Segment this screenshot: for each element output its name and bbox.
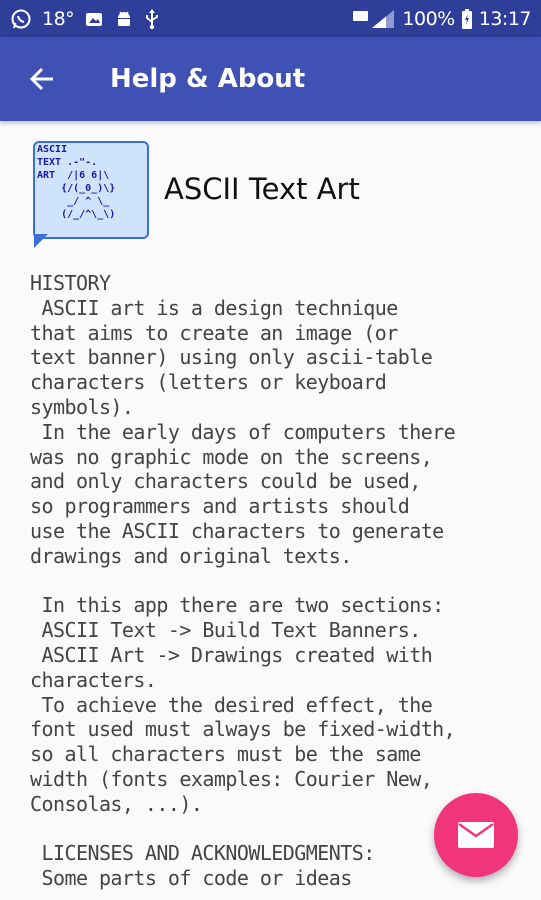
help-text-line: and only characters could be used,	[30, 469, 421, 494]
battery-percent: 100%	[402, 7, 455, 30]
help-text-line: use the ASCII characters to generate	[30, 518, 444, 543]
help-text-line: font used must always be fixed-width,	[30, 717, 456, 742]
status-bar	[0, 0, 541, 37]
temperature-text: 18°	[42, 7, 75, 30]
app-header	[30, 138, 360, 250]
android-icon	[114, 8, 134, 30]
help-text-line: Some parts of code or ideas	[30, 866, 352, 891]
help-text-line: To achieve the desired effect, the	[30, 692, 433, 717]
usb-icon	[144, 8, 160, 30]
mail-icon	[457, 821, 495, 849]
whatsapp-icon	[10, 8, 32, 30]
email-fab-button[interactable]	[434, 793, 518, 877]
help-text-line: In the early days of computers there	[30, 419, 456, 444]
app-logo	[30, 138, 150, 250]
help-text-line: Consolas, ...).	[30, 791, 203, 816]
help-text-line: HISTORY	[30, 271, 111, 295]
logo-ascii-text: ASCII TEXT .-"-. ART /|6 6|\ {/(_0_)\} _/ ^ \_ (/_/^\_\)	[37, 144, 116, 220]
page-title: Help & About	[110, 64, 306, 94]
help-text-line: LICENSES AND ACKNOWLEDGMENTS:	[30, 841, 375, 866]
help-text-line: drawings and original texts.	[30, 543, 352, 568]
help-text-line: ASCII Text -> Build Text Banners.	[30, 618, 421, 643]
help-text-line: ASCII Art -> Drawings created with	[30, 642, 433, 667]
help-text-line: characters.	[30, 667, 157, 692]
signal-icon	[352, 8, 396, 30]
help-text-line: ASCII art is a design technique	[30, 295, 398, 320]
help-text-line: so programmers and artists should	[30, 494, 410, 519]
app-name: ASCII Text Art	[164, 172, 360, 206]
help-text-line: was no graphic mode on the screens,	[30, 444, 433, 469]
help-text-line: symbols).	[30, 394, 134, 419]
help-text-line: In this app there are two sections:	[30, 593, 444, 618]
clock: 13:17	[478, 7, 531, 30]
help-text-line	[30, 569, 530, 594]
help-text-line: so all characters must be the same	[30, 742, 421, 767]
help-text-line: width (fonts examples: Courier New,	[30, 766, 433, 791]
help-text-line: text banner) using only ascii-table	[30, 345, 433, 370]
app-bar	[0, 37, 541, 121]
help-text-line: that aims to create an image (or	[30, 320, 398, 345]
back-button[interactable]	[0, 37, 84, 121]
help-text-line: characters (letters or keyboard	[30, 370, 387, 395]
help-content[interactable]	[0, 121, 541, 900]
photo-icon	[84, 8, 104, 30]
arrow-back-icon	[29, 66, 55, 92]
battery-icon	[461, 8, 473, 30]
